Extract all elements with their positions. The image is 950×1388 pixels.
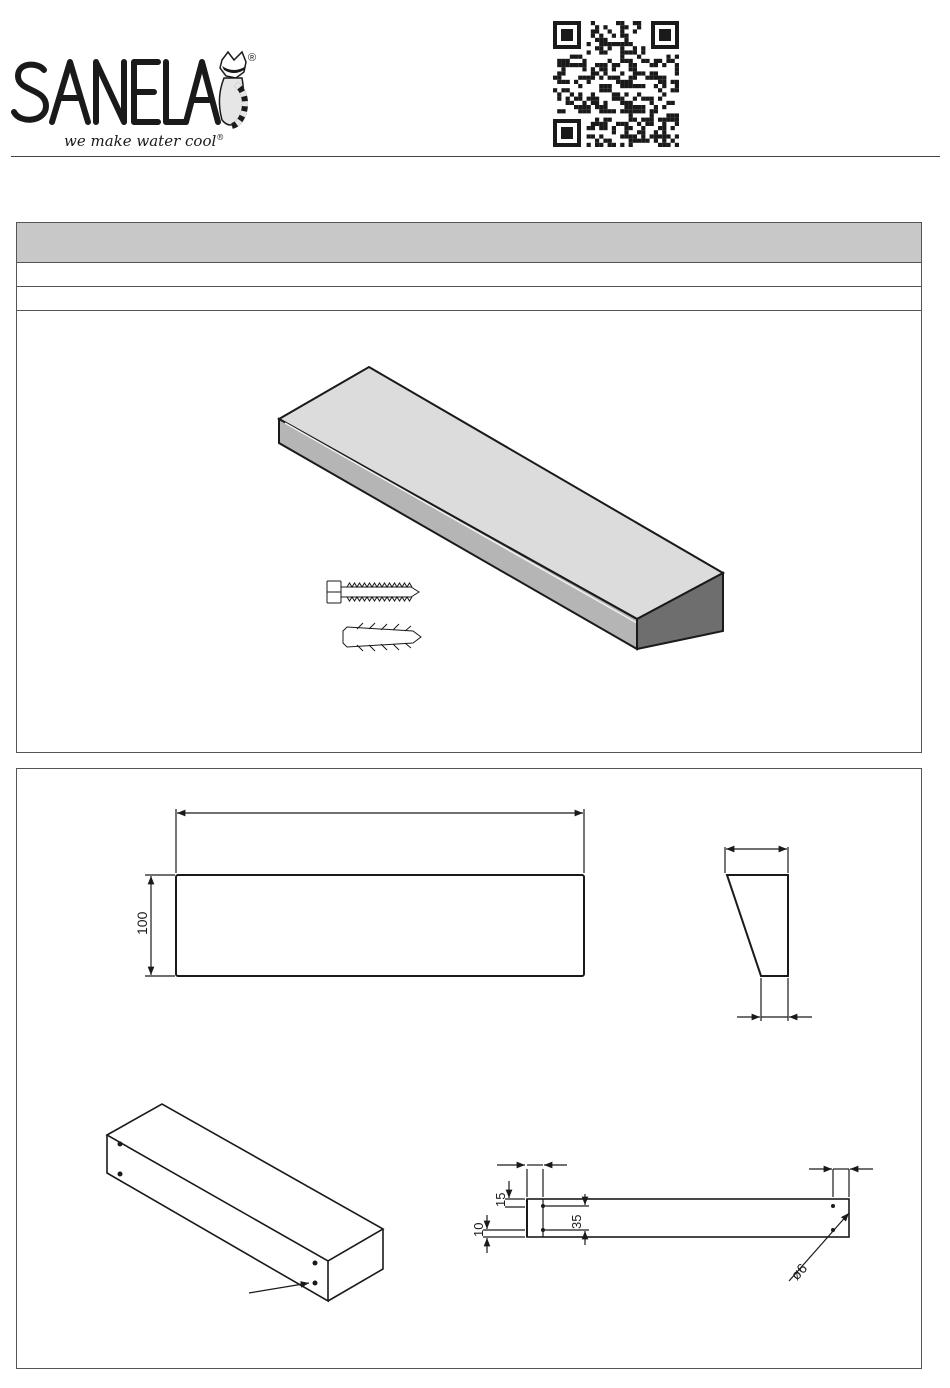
slogan-mark: ® — [216, 133, 225, 142]
registered-mark: ® — [248, 52, 257, 64]
info-row — [16, 263, 922, 287]
slogan-text: we make water cool — [64, 132, 217, 150]
screw-icon — [327, 581, 419, 603]
raccoon-icon — [219, 52, 246, 126]
hole-top-offset-label: 15 — [493, 1192, 508, 1207]
rear-isometric-view — [107, 1104, 383, 1301]
side-view — [727, 875, 788, 976]
wall-plug-icon — [343, 623, 421, 651]
pointer-arrow — [249, 1283, 309, 1293]
title-bar — [16, 222, 922, 263]
product-illustration — [17, 311, 923, 753]
hole-spacing-label: 35 — [569, 1214, 584, 1229]
header-divider — [11, 156, 940, 157]
hole-diameter-label: ø6 — [787, 1260, 811, 1284]
technical-drawing-panel — [16, 768, 922, 1369]
technical-drawing — [17, 769, 923, 1370]
brand-logo — [10, 48, 270, 154]
hole-bottom-offset-label: 10 — [471, 1222, 486, 1237]
product-panel — [16, 311, 922, 753]
front-view — [176, 875, 584, 976]
height-dimension-label: 100 — [134, 911, 150, 935]
shelf-top-face — [279, 367, 723, 619]
qr-code-icon — [553, 21, 679, 147]
info-row — [16, 287, 922, 311]
slogan — [64, 132, 224, 150]
mounting-holes — [118, 1142, 836, 1286]
